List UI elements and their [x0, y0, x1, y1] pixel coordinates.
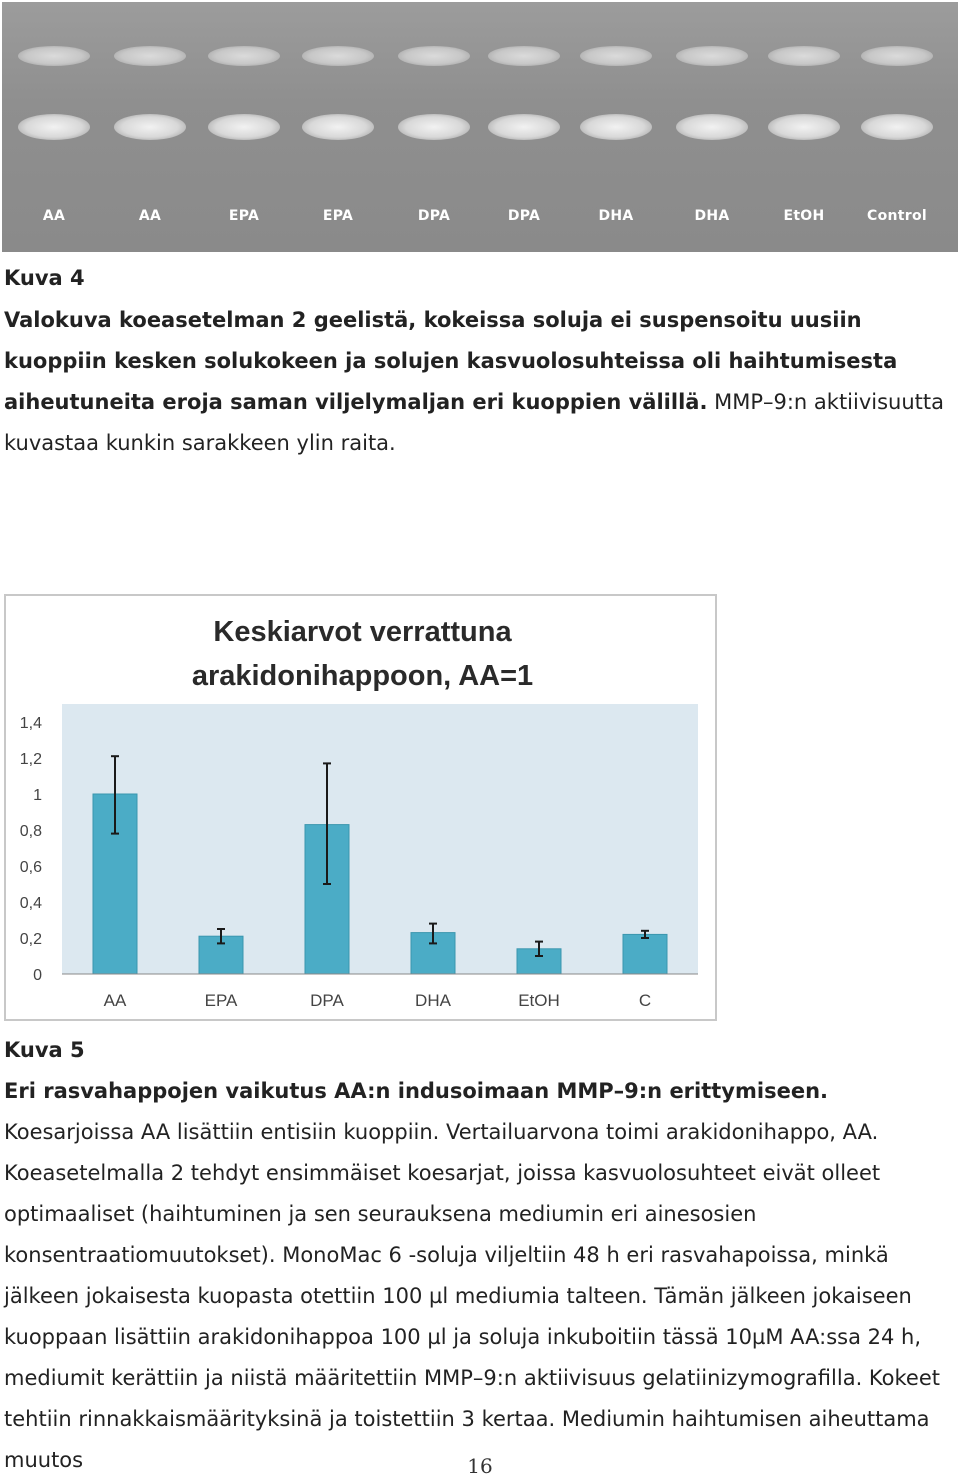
figure5-caption-bold: Eri rasvahappojen vaikutus AA:n indusoimaan MMP–9:n erittymiseen.	[4, 1079, 828, 1103]
gel-lane-label: DPA	[417, 208, 451, 224]
bar	[623, 934, 667, 974]
gel-band-top	[580, 46, 652, 66]
gel-lane-label: EPA	[228, 208, 260, 224]
y-tick-label: 1	[33, 787, 42, 804]
x-tick-label: EtOH	[518, 991, 560, 1010]
y-tick-label: 1,2	[19, 751, 42, 768]
x-tick-label: C	[638, 991, 652, 1010]
gel-lane-label: AA	[42, 208, 66, 224]
figure4-label: Kuva 4	[4, 266, 85, 290]
gel-band-bottom	[768, 114, 840, 140]
gel-lane-label: AA	[138, 208, 162, 224]
gel-band-top	[768, 46, 840, 66]
figure4-caption-bold: Valokuva koeasetelman 2 geelistä, kokeissa soluja ei suspensoitu uusiin kuoppiin kesken solukokeen ja solujen kasvuolosuhteissa oli haihtumisesta aiheutuneita eroja saman viljelymaljan eri kuoppien välillä.	[4, 308, 898, 414]
x-tick-label: AA	[103, 991, 127, 1010]
gel-band-top	[676, 46, 748, 66]
gel-band-top	[18, 46, 90, 66]
plot-area	[62, 704, 698, 974]
x-tick-label: DPA	[310, 991, 344, 1010]
y-tick-label: 0,2	[19, 931, 42, 948]
gel-band-bottom	[18, 114, 90, 140]
y-tick-label: 1,4	[19, 715, 42, 732]
x-tick-label: DHA	[415, 991, 451, 1010]
figure4-caption	[4, 300, 954, 464]
page-number: 16	[467, 1454, 493, 1478]
gel-band-top	[398, 46, 470, 66]
figure4-caption-plain: MMP–9:n aktiivisuutta kuvastaa kunkin sarakkeen ylin raita.	[4, 390, 945, 455]
gel-band-bottom	[676, 114, 748, 140]
figure5-body: Koesarjoissa AA lisättiin entisiin kuoppiin. Vertailuarvona toimi arakidonihappo, AA. Koeasetelmalla 2 tehdyt ensimmäiset koesarjat, joissa kasvuolosuhteet eivät olleet optimaaliset (haihtuminen ja sen seurauksena mediumin eri ainesosien konsentraatiomuutokset). MonoMac 6 -soluja viljeltiin 48 h eri rasvahapoissa, minkä jälkeen jokaisesta kuopasta otettiin 100 µl mediumia talteen. Tämän jälkeen jokaiseen kuoppaan lisättiin arakidonihappoa 100 µl ja soluja inkuboitiin tässä 10µM AA:ssa 24 h, mediumit kerättiin ja niistä määritettiin MMP–9:n aktiivisuus gelatiinizymografilla. Kokeet tehtiin rinnakkaismäärityksinä ja toistettiin 3 kertaa. Mediumin haihtumisen aiheuttama muutos	[4, 1120, 940, 1472]
y-tick-label: 0	[33, 967, 42, 984]
figure5-caption	[4, 1071, 954, 1481]
gel-lane-label: EtOH	[783, 208, 825, 224]
y-tick-label: 0,4	[19, 895, 42, 912]
gel-band-bottom	[398, 114, 470, 140]
chart-frame	[4, 594, 717, 1021]
gel-band-bottom	[488, 114, 560, 140]
gel-photo	[2, 2, 958, 252]
gel-band-top	[861, 46, 933, 66]
gel-band-top	[208, 46, 280, 66]
y-tick-label: 0,8	[19, 823, 42, 840]
gel-lane-label: DHA	[598, 208, 634, 224]
gel-band-top	[114, 46, 186, 66]
chart-title-line1: Keskiarvot verrattuna	[213, 616, 512, 648]
gel-lane-label: DPA	[507, 208, 541, 224]
gel-band-bottom	[114, 114, 186, 140]
gel-lane-label: DHA	[694, 208, 730, 224]
bar-chart	[6, 596, 715, 1019]
gel-band-bottom	[580, 114, 652, 140]
gel-band-bottom	[861, 114, 933, 140]
x-tick-label: EPA	[204, 991, 238, 1010]
y-tick-label: 0,6	[19, 859, 42, 876]
gel-band-top	[302, 46, 374, 66]
gel-lane-label: EPA	[322, 208, 354, 224]
gel-lane-label: Control	[867, 208, 927, 224]
gel-band-bottom	[302, 114, 374, 140]
figure5-label: Kuva 5	[4, 1038, 85, 1062]
gel-band-top	[488, 46, 560, 66]
chart-title-line2: arakidonihappoon, AA=1	[191, 660, 534, 692]
gel-band-bottom	[208, 114, 280, 140]
